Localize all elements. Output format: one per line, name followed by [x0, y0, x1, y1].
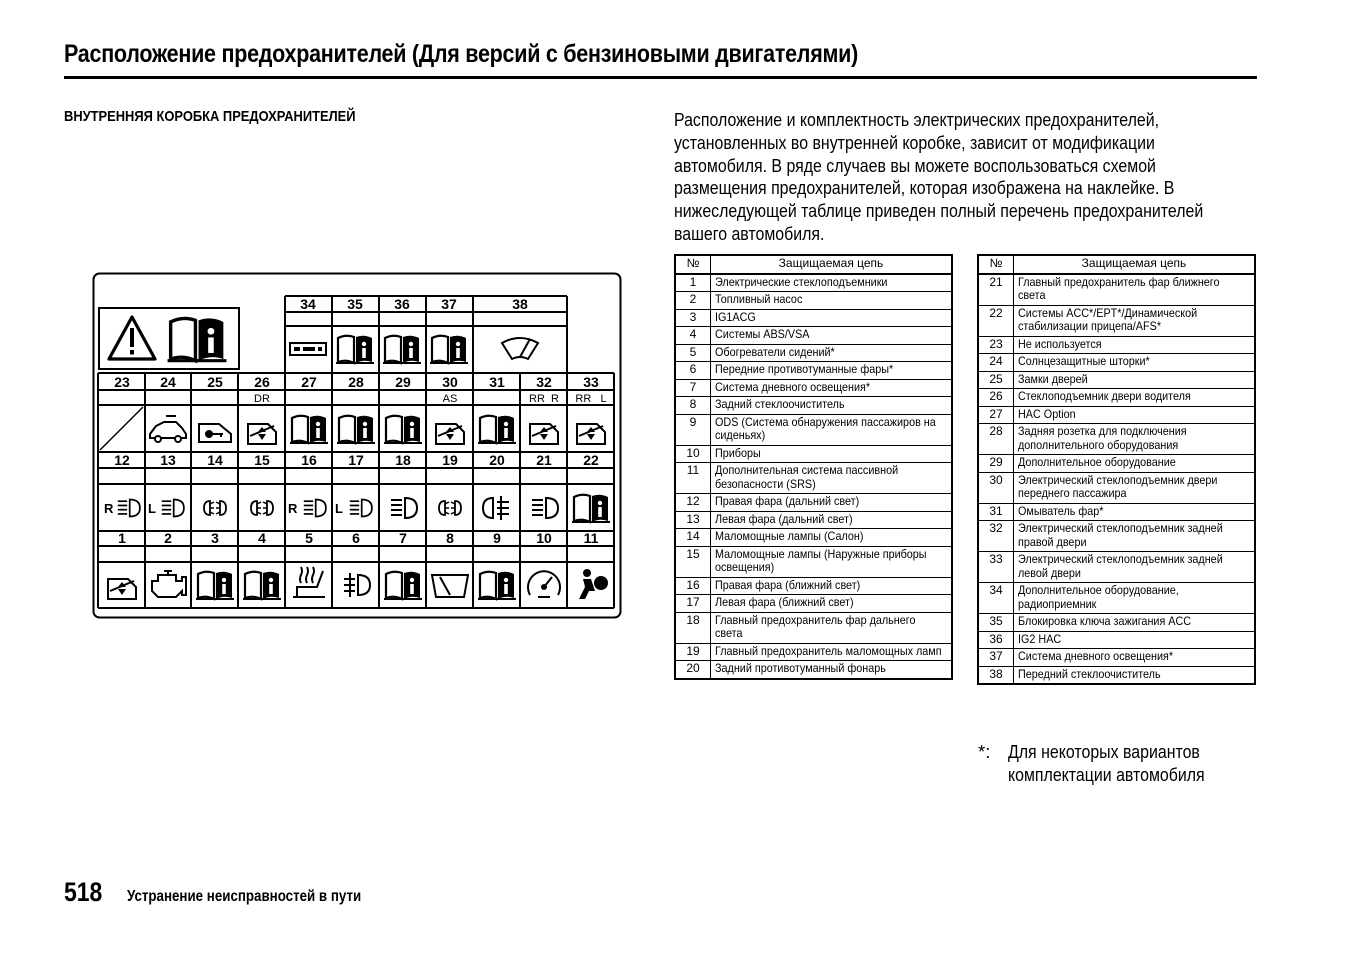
circuit-text: Обогреватели сидений* [715, 344, 835, 359]
circuit-cell [1014, 406, 1256, 424]
intro-paragraph [674, 109, 1354, 246]
circuit-cell [1014, 354, 1256, 372]
circuit-text: Маломощные лампы (Салон) [715, 529, 864, 543]
circuit-text: Передний стеклоочиститель [1018, 666, 1161, 681]
circuit-text: Солнцезащитные шторки* [1018, 354, 1150, 368]
table-row [675, 546, 952, 577]
table-row [675, 595, 952, 613]
circuit-text: HAC Option [1018, 406, 1076, 421]
fuse-number: 5 [305, 530, 313, 546]
circuit-text: Электрический стеклоподъемник двери переднего пассажира [1018, 472, 1218, 500]
fuse-number: 25 [207, 374, 223, 390]
table-row [978, 666, 1255, 684]
circuit-text: Левая фара (дальний свет) [715, 511, 853, 526]
fuse-number: 32 [536, 374, 552, 390]
circuit-cell [1014, 472, 1256, 503]
table-row [978, 389, 1255, 407]
fuse-number-cell: 33 [978, 552, 1014, 583]
rear-right-label: RR R [529, 393, 559, 405]
circuit-text: Не используется [1018, 336, 1102, 351]
circuit-text: Главный предохранитель маломощных ламп [715, 643, 942, 658]
fuse-number: 2 [164, 530, 172, 546]
fuse-number-cell: 27 [978, 406, 1014, 424]
fuse-number: 35 [347, 296, 363, 312]
circuit-text: Главный предохранитель фар дальнего света [715, 612, 916, 640]
circuit-cell [1014, 631, 1256, 649]
table-row [675, 511, 952, 529]
fuse-number-cell: 24 [978, 354, 1014, 372]
fuse-number: 34 [300, 296, 316, 312]
fuse-number-cell: 32 [978, 521, 1014, 552]
fuse-number-cell: 23 [978, 336, 1014, 354]
intro-line: размещения предохранителей, которая изображена на наклейке. В [674, 177, 1175, 199]
circuit-text: Задний противотуманный фонарь [715, 661, 886, 675]
header-circuit: Защищаемая цепь [1014, 255, 1256, 274]
fuse-number-cell: 10 [675, 445, 711, 463]
intro-line: нижеследующей таблице приведен полный перечень предохранителей [674, 200, 1204, 222]
header-circuit: Защищаемая цепь [711, 255, 953, 274]
fuse-number: 36 [394, 296, 410, 312]
table-row [978, 649, 1255, 667]
fuse-number: 11 [583, 530, 599, 546]
fuse-number-cell: 35 [978, 614, 1014, 632]
table-row [675, 445, 952, 463]
footnote-line: Для некоторых вариантов [1008, 741, 1200, 762]
table-header [978, 255, 1255, 274]
fuse-number: 31 [489, 374, 505, 390]
fuse-number-cell: 30 [978, 472, 1014, 503]
intro-line: вашего автомобиля. [674, 222, 825, 244]
rear-left-label: RR L [575, 393, 607, 405]
circuit-cell [711, 445, 953, 463]
fuse-number: 26 [254, 374, 270, 390]
footnote-mark: *: [978, 741, 991, 762]
circuit-text: Стеклоподъемник двери водителя [1018, 389, 1191, 403]
table-row [978, 503, 1255, 521]
table-row [978, 521, 1255, 552]
table-row [978, 631, 1255, 649]
fuse-number: 4 [258, 530, 266, 546]
circuit-text: Омыватель фар* [1018, 503, 1104, 518]
fuse-number: 29 [395, 374, 411, 390]
fuse-number-cell: 11 [675, 463, 711, 494]
fuse-number-cell: 20 [675, 661, 711, 679]
table-row [675, 612, 952, 643]
footnote-line: комплектации автомобиля [1008, 764, 1205, 785]
circuit-cell [711, 661, 953, 679]
table-row [675, 274, 952, 292]
fuse-number: 38 [512, 296, 528, 312]
circuit-cell [1014, 389, 1256, 407]
fuse-number-cell: 3 [675, 309, 711, 327]
fuse-number-cell: 14 [675, 529, 711, 547]
table-row [675, 292, 952, 310]
circuit-text: Системы ACC*/EPT*/Динамической стабилизации прицепа/AFS* [1018, 305, 1198, 333]
fuse-number-cell: 28 [978, 424, 1014, 455]
fuse-number: 37 [441, 296, 457, 312]
fuse-number-cell: 21 [978, 274, 1014, 306]
circuit-cell [1014, 455, 1256, 473]
fuse-number: 33 [583, 374, 599, 390]
circuit-cell [711, 463, 953, 494]
fuse-number: 27 [301, 374, 317, 390]
circuit-cell [711, 309, 953, 327]
table-row [675, 463, 952, 494]
circuit-text: Дополнительная система пассивной безопасности (SRS) [715, 463, 899, 491]
fuse-number: 24 [160, 374, 176, 390]
fuse-number: 17 [348, 452, 364, 468]
fuse-number-cell: 19 [675, 643, 711, 661]
circuit-text: IG1ACG [715, 309, 756, 324]
fuse-number-cell: 18 [675, 612, 711, 643]
circuit-cell [711, 292, 953, 310]
fuse-number-cell: 16 [675, 577, 711, 595]
fuse-number: 9 [493, 530, 501, 546]
circuit-cell [711, 327, 953, 345]
fuse-number-cell: 6 [675, 362, 711, 380]
fuse-table-left [674, 254, 953, 680]
circuit-cell [1014, 666, 1256, 684]
circuit-text: Система дневного освещения* [715, 379, 871, 394]
table-row [978, 305, 1255, 336]
table-row [978, 336, 1255, 354]
table-row [978, 583, 1255, 614]
fuse-number: 12 [114, 452, 130, 468]
table-header [675, 255, 952, 274]
fuse-number: 6 [352, 530, 360, 546]
circuit-text: Маломощные лампы (Наружные приборы освещения) [715, 546, 927, 574]
table-row [675, 577, 952, 595]
fuse-number: 13 [160, 452, 176, 468]
circuit-text: Топливный насос [715, 292, 803, 306]
fuse-box-diagram [92, 272, 622, 620]
intro-line: Расположение и комплектность электрических предохранителей, [674, 109, 1160, 130]
table-row [978, 371, 1255, 389]
circuit-text: Дополнительное оборудование, радиоприемник [1018, 583, 1179, 611]
left-side-label: L [148, 501, 156, 516]
circuit-cell [711, 274, 953, 292]
circuit-cell [711, 612, 953, 643]
fuse-number-cell: 29 [978, 455, 1014, 473]
right-side-label: R [104, 501, 114, 516]
fuse-number-cell: 22 [978, 305, 1014, 336]
fuse-number: 14 [207, 452, 223, 468]
fuse-table-right [977, 254, 1256, 685]
circuit-text: Приборы [715, 445, 761, 460]
table-row [978, 614, 1255, 632]
circuit-cell [711, 414, 953, 445]
circuit-text: Задний стеклоочиститель [715, 397, 845, 411]
fuse-number: 16 [301, 452, 317, 468]
intro-line: установленных во внутренней коробке, зависит от модификации [674, 131, 1155, 153]
circuit-cell [1014, 424, 1256, 455]
fuse-number-cell: 12 [675, 494, 711, 512]
fuse-number-cell: 17 [675, 595, 711, 613]
circuit-text: Правая фара (ближний свет) [715, 577, 861, 592]
fuse-number-cell: 4 [675, 327, 711, 345]
circuit-cell [711, 397, 953, 415]
circuit-cell [1014, 305, 1256, 336]
table-row [978, 472, 1255, 503]
footnote-text [1008, 740, 1205, 786]
header-number: № [978, 255, 1014, 274]
table-row [978, 455, 1255, 473]
circuit-cell [1014, 521, 1256, 552]
fuse-number-cell: 1 [675, 274, 711, 292]
table-row [675, 362, 952, 380]
fuse-number-cell: 15 [675, 546, 711, 577]
table-row [978, 274, 1255, 306]
intro-line: автомобиля. В ряде случаев вы можете воспользоваться схемой [674, 154, 1156, 176]
fuse-number: 30 [442, 374, 458, 390]
fuse-number-cell: 13 [675, 511, 711, 529]
table-row [978, 424, 1255, 455]
fuse-number-cell: 25 [978, 371, 1014, 389]
table-row [978, 406, 1255, 424]
circuit-text: Левая фара (ближний свет) [715, 595, 854, 609]
table-row [675, 379, 952, 397]
right-side-label: R [288, 501, 298, 516]
circuit-text: Задняя розетка для подключения дополнительного оборудования [1018, 424, 1187, 452]
circuit-cell [711, 379, 953, 397]
fuse-number-cell: 31 [978, 503, 1014, 521]
fuse-number-cell: 38 [978, 666, 1014, 684]
table-row [675, 529, 952, 547]
circuit-cell [711, 577, 953, 595]
fuse-number-cell: 34 [978, 583, 1014, 614]
table-row [675, 327, 952, 345]
table-row [675, 661, 952, 679]
circuit-cell [1014, 649, 1256, 667]
fuse-number-cell: 8 [675, 397, 711, 415]
circuit-cell [1014, 503, 1256, 521]
circuit-text: Главный предохранитель фар ближнего света [1018, 274, 1220, 302]
circuit-text: Правая фара (дальний свет) [715, 494, 860, 508]
circuit-cell [711, 511, 953, 529]
fuse-number: 3 [211, 530, 219, 546]
page-number: 518 [64, 877, 103, 907]
fuse-number: 28 [348, 374, 364, 390]
fuse-number: 18 [395, 452, 411, 468]
section-name: Устранение неисправностей в пути [127, 888, 362, 905]
circuit-cell [711, 494, 953, 512]
circuit-text: Электрический стеклоподъемник задней левой двери [1018, 552, 1223, 580]
table-row [675, 397, 952, 415]
circuit-text: ODS (Система обнаружения пассажиров на сиденьях) [715, 414, 936, 442]
fuse-number-cell: 9 [675, 414, 711, 445]
circuit-cell [1014, 583, 1256, 614]
circuit-cell [711, 595, 953, 613]
driver-label: DR [254, 393, 270, 405]
circuit-text: Блокировка ключа зажигания ACC [1018, 614, 1192, 628]
circuit-text: IG2 HAC [1018, 631, 1062, 646]
left-side-label: L [335, 501, 343, 516]
table-row [675, 414, 952, 445]
circuit-text: Передние противотуманные фары* [715, 362, 894, 376]
header-number: № [675, 255, 711, 274]
fuse-number-cell: 7 [675, 379, 711, 397]
fuse-number-cell: 2 [675, 292, 711, 310]
fuse-number: 1 [118, 530, 126, 546]
circuit-text: Электрические стеклоподъемники [715, 274, 888, 289]
assistant-label: AS [442, 393, 458, 405]
fuse-number-cell: 37 [978, 649, 1014, 667]
circuit-text: Система дневного освещения* [1018, 649, 1174, 663]
table-row [675, 494, 952, 512]
fuse-number: 19 [442, 452, 458, 468]
circuit-cell [1014, 552, 1256, 583]
circuit-cell [711, 362, 953, 380]
circuit-text: Замки дверей [1018, 371, 1088, 386]
fuse-number: 21 [536, 452, 552, 468]
circuit-cell [711, 344, 953, 362]
circuit-text: Системы ABS/VSA [715, 327, 810, 341]
title-rule [64, 76, 1257, 79]
circuit-cell [1014, 274, 1256, 306]
fuse-number-cell: 5 [675, 344, 711, 362]
fuse-number: 22 [583, 452, 599, 468]
circuit-cell [711, 643, 953, 661]
section-subtitle: ВНУТРЕННЯЯ КОРОБКА ПРЕДОХРАНИТЕЛЕЙ [64, 108, 356, 125]
fuse-number-cell: 26 [978, 389, 1014, 407]
table-row [675, 344, 952, 362]
table-row [675, 309, 952, 327]
circuit-cell [1014, 614, 1256, 632]
table-row [675, 643, 952, 661]
fuse-number: 20 [489, 452, 505, 468]
page-title: Расположение предохранителей (Для версий с бензиновыми двигателями) [64, 40, 858, 68]
fuse-number: 10 [536, 530, 552, 546]
circuit-cell [711, 546, 953, 577]
fuse-number: 23 [114, 374, 130, 390]
fuse-number: 7 [399, 530, 407, 546]
circuit-text: Электрический стеклоподъемник задней правой двери [1018, 521, 1223, 549]
fuse-number-cell: 36 [978, 631, 1014, 649]
table-row [978, 354, 1255, 372]
circuit-cell [1014, 336, 1256, 354]
table-row [978, 552, 1255, 583]
fuse-number: 8 [446, 530, 454, 546]
fuse-number: 15 [254, 452, 270, 468]
circuit-text: Дополнительное оборудование [1018, 455, 1176, 469]
circuit-cell [1014, 371, 1256, 389]
circuit-cell [711, 529, 953, 547]
